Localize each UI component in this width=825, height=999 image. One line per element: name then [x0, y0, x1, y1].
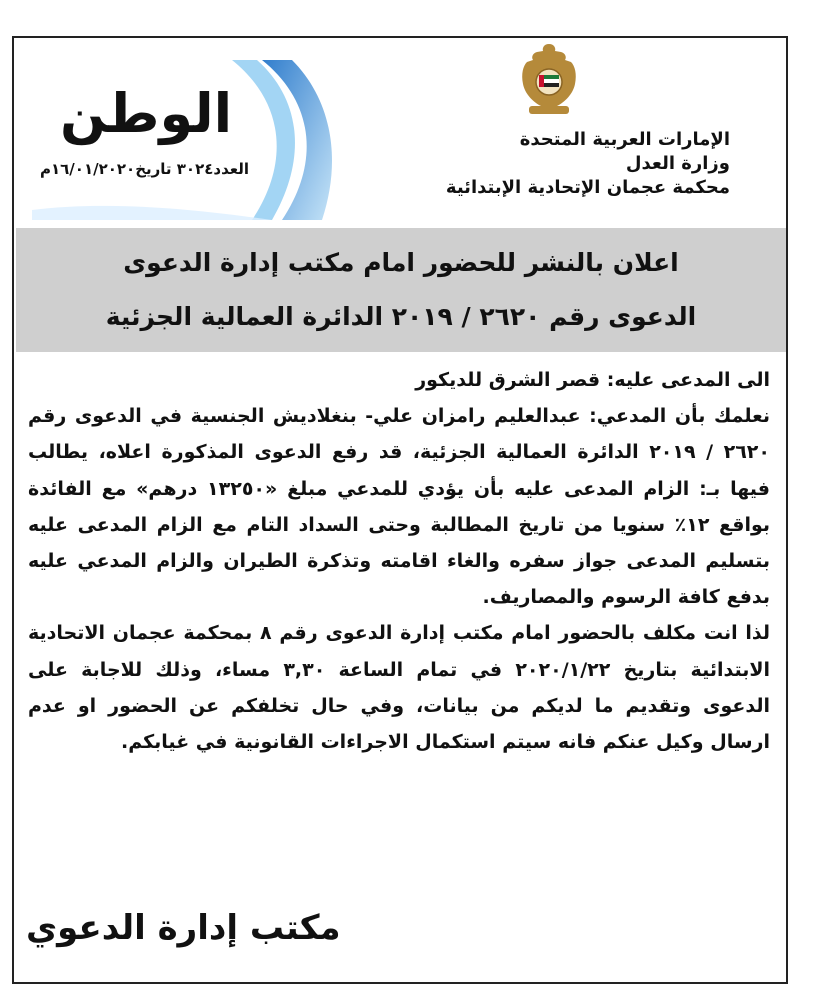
claim-paragraph: نعلمك بأن المدعي: عبدالعليم رامزان علي- بنغلاديش الجنسية في الدعوى رقم ٢٦٢٠ / ٢٠١٩ الدائرة العمالية الجزئية، قد رفع الدعوى المذكورة اعلاه، يطالب فيها بـ: الزام المدعى عليه بأن يؤدي للمدعي مبلغ «١٣٢٥٠ درهم» مع الفائدة بواقع ١٢٪ سنويا من تاريخ المطالبة وحتى السداد التام مع الزام المدعى عليه بتسليم المدعى جواز سفره والغاء اقامته وتذكرة الطيران والزام المدعي عليه بدفع كافة الرسوم والمصاريف.: [28, 405, 771, 609]
newspaper-name: الوطن: [60, 82, 233, 145]
defendant-line: الى المدعى عليه: قصر الشرق للديكور: [415, 369, 770, 391]
newspaper-issue: العدد٣٠٢٤ تاريخ١٦/٠١/٢٠٢٠م: [40, 160, 250, 178]
country-name: الإمارات العربية المتحدة: [519, 129, 730, 150]
signature: مكتب إدارة الدعوي: [26, 908, 341, 948]
government-header: [446, 128, 730, 200]
case-number: الدعوى رقم ٢٦٢٠ / ٢٠١٩ الدائرة العمالية الجزئية: [105, 302, 697, 331]
title-band: [16, 228, 786, 352]
notice-body: [28, 362, 770, 760]
ministry-name: وزارة العدل: [625, 153, 730, 174]
court-name: محكمة عجمان الإتحادية الإبتدائية: [445, 177, 730, 198]
summons-paragraph: لذا انت مكلف بالحضور امام مكتب إدارة الدعوى رقم ٨ بمحكمة عجمان الاتحادية الابتدائية بتاريخ ٢٠٢٠/١/٢٢ في تمام الساعة ٣,٣٠ مساء، وذلك للاجابة على الدعوى وتقديم ما لديكم من بيانات، وفي حال تخلفكم عن الحضور او عدم ارسال وكيل عنكم فانه سيتم استكمال الاجراءات القانونية في غيابكم.: [28, 622, 770, 754]
notice-title: اعلان بالنشر للحضور امام مكتب إدارة الدعوى: [123, 248, 679, 277]
uae-emblem-icon: [515, 40, 583, 118]
